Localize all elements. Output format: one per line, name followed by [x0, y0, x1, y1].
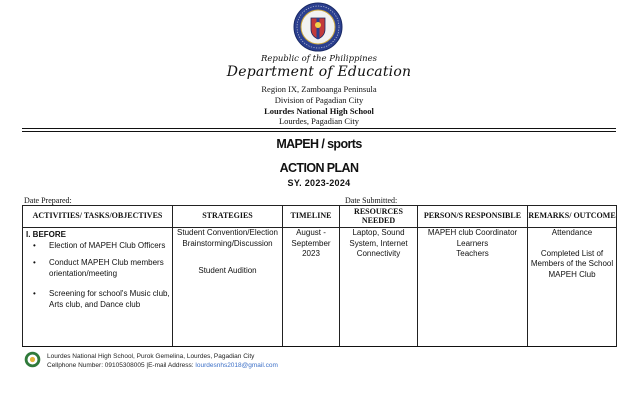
- section-label: I. BEFORE: [26, 230, 67, 239]
- task-item: • Screening for school's Music club, Arts club, and Dance club: [33, 289, 172, 310]
- deped-seal-logo: [293, 2, 343, 52]
- table-header-row: [23, 206, 617, 228]
- contact-text: Cellphone Number: 09105308005 |E-mail Address:: [47, 362, 196, 369]
- task-item: • Election of MAPEH Club Officers: [33, 241, 172, 252]
- remarks-cell: [528, 228, 617, 347]
- footer-divider: [22, 346, 616, 347]
- strategy-item: Brainstorming/Discussion: [182, 238, 273, 248]
- header-divider-thin: [22, 131, 616, 132]
- department-name: Department of Education: [226, 64, 412, 80]
- strategy-item: Student Convention/Election: [177, 228, 278, 237]
- column-header-strategies: STRATEGIES: [173, 206, 283, 228]
- date-prepared-label: Date Prepared:: [24, 196, 72, 205]
- table-row: [23, 228, 617, 347]
- region-label: Region IX, Zamboanga Peninsula: [261, 84, 377, 94]
- resources-cell: Laptop, Sound System, Internet Connectivity: [340, 228, 418, 347]
- school-logo-icon: [24, 351, 41, 368]
- column-header-persons: PERSON/S RESPONSIBLE: [418, 206, 528, 228]
- date-submitted-label: Date Submitted:: [345, 196, 398, 205]
- timeline-cell: August - September 2023: [283, 228, 340, 347]
- strategy-item: Student Audition: [198, 266, 257, 276]
- activities-cell: [23, 228, 173, 347]
- school-name: Lourdes National High School: [264, 106, 374, 116]
- email-link[interactable]: lourdesnhs2018@gmail.com: [195, 362, 278, 369]
- remark-item: Completed List of Members of the School MAPEH Club: [530, 248, 614, 279]
- remark-item: Attendance: [551, 228, 593, 237]
- column-header-remarks: REMARKS/ OUTCOME: [528, 206, 617, 228]
- header-divider: [22, 128, 616, 129]
- document-title: MAPEH / sports: [276, 137, 362, 151]
- person-item: Teachers: [456, 249, 489, 259]
- column-header-timeline: TIMELINE: [283, 206, 340, 228]
- column-header-activities: ACTIVITIES/ TASKS/OBJECTIVES: [23, 206, 173, 228]
- column-header-resources: RESOURCES NEEDED: [340, 206, 418, 228]
- school-year: SY. 2023-2024: [287, 178, 351, 188]
- school-location: Lourdes, Pagadian City: [278, 116, 360, 126]
- task-item: • Conduct MAPEH Club members orientation/meeting: [33, 258, 172, 279]
- strategies-cell: [173, 228, 283, 347]
- footer-address: Lourdes National High School, Purok Gemelina, Lourdes, Pagadian City: [47, 353, 255, 360]
- person-item: Learners: [456, 238, 489, 248]
- footer-contact: [47, 362, 278, 369]
- person-item: MAPEH club Coordinator: [427, 228, 518, 237]
- republic-label: Republic of the Philippines: [260, 54, 378, 64]
- division-label: Division of Pagadian City: [274, 95, 364, 105]
- persons-cell: [418, 228, 528, 347]
- action-plan-table: [22, 205, 617, 347]
- document-subtitle: ACTION PLAN: [279, 161, 359, 175]
